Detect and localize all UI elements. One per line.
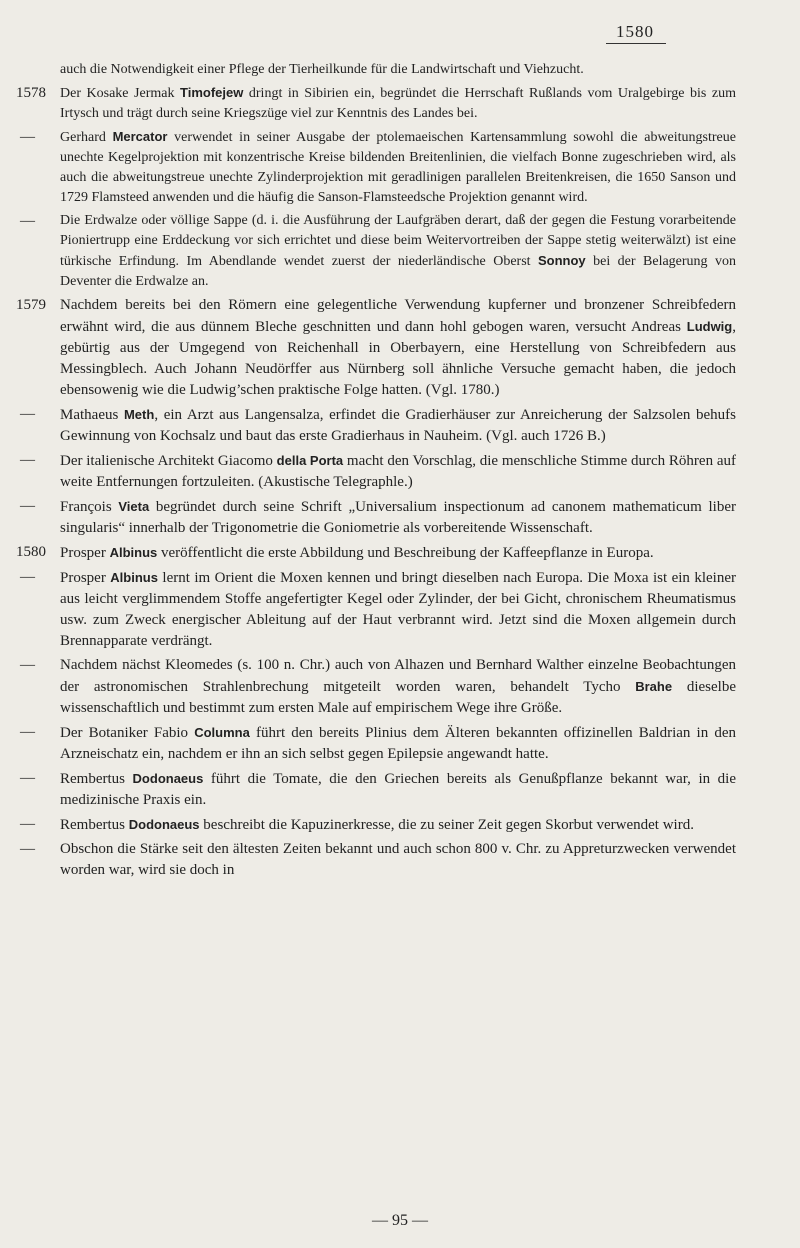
entry-text-part: Rembertus	[60, 771, 133, 787]
person-name: Vieta	[118, 499, 150, 514]
entry-dash: —	[20, 498, 35, 514]
entry-text	[60, 496, 736, 539]
entry-text-part: bei der Belagerung von Deventer die Erdwalze an.	[60, 254, 736, 289]
entry-text-part: Nachdem nächst Kleomedes (s. 100 n. Chr.) auch von Alhazen und Bernhard Walther einzelne Beobachtungen der astronomischen Strahlenbrechung mitgeteilt worden waren, behandelt Tycho	[60, 657, 736, 695]
entry-text	[60, 567, 736, 652]
entry-text-part: führt den bereits Plinius dem Älteren bekannten offizinellen Baldrian in den Arzneischatz ein, nachdem er ihn an sich selbst gegen Epilepsie angewandt hatte.	[60, 725, 737, 762]
entry-dash: —	[20, 213, 35, 229]
entry-text-part: Prosper	[60, 570, 111, 586]
chronology-entry	[0, 404, 800, 447]
chronology-entry	[0, 83, 800, 124]
entry-text-part: dieselbe wissenschaftlich und bestimmt zum ersten Male auf empirischem Wege ihre Größe.	[60, 679, 736, 716]
chronology-entry	[0, 450, 800, 493]
person-name: Dodonaeus	[128, 817, 200, 832]
chronology-entry	[0, 655, 800, 719]
entry-text	[60, 839, 736, 881]
entry-dash: —	[20, 569, 35, 585]
entry-text-part: Der Kosake Jermak	[60, 86, 181, 101]
chronology-entry	[0, 839, 800, 881]
entry-text	[60, 542, 736, 564]
entry-text-part: Nachdem bereits bei den Römern eine gelegentliche Verwendung kupferner und bronzener Schreibfedern erwähnt wird, die aus dünnem Bleche geschnitten und dann hohl gebogen waren, versucht Andreas	[60, 297, 736, 335]
chronology-entry	[0, 567, 800, 652]
person-name: della Porta	[276, 453, 344, 468]
entry-text-part: begründet durch seine Schrift „Universalium inspectionum ad canonem mathematicum liber singularis“ innerhalb der Trigonometrie die Goniometrie als vorbereitende Wissenschaft.	[60, 499, 736, 536]
entry-dash: —	[20, 452, 35, 468]
entry-dash: —	[20, 657, 35, 673]
entry-dash: —	[20, 129, 35, 145]
person-name: Brahe	[635, 679, 673, 694]
person-name: Timofejew	[180, 85, 244, 100]
entry-text	[60, 211, 736, 292]
page-footer: — 95 —	[372, 1212, 428, 1229]
entries-list	[0, 60, 800, 884]
page-number: 1580	[616, 22, 654, 41]
chronology-entry	[0, 60, 800, 80]
person-name: Columna	[194, 725, 250, 740]
entry-text-part: Der Botaniker Fabio	[60, 725, 195, 741]
entry-text-part: Mathaeus	[60, 407, 124, 423]
person-name: Albinus	[109, 545, 158, 560]
entry-text-part: Die Erdwalze oder völlige Sappe (d. i. die Ausführung der Laufgräben derart, daß der gegen die Festung vorarbeitende Pioniertrupp eine Erddeckung vor sich errichtet und diese beim Weitervortreiben der Sappe stetig weiterwälzt) ist eine türkische Erfindung. Im Abendlande wendet zuerst der niederländische Oberst	[60, 213, 736, 269]
entry-text	[60, 722, 736, 765]
chronology-entry	[0, 768, 800, 811]
entry-text-part: Prosper	[60, 545, 110, 561]
entry-text-part: beschreibt die Kapuzinerkresse, die zu seiner Zeit gegen Skorbut verwendet wird.	[199, 817, 694, 833]
chronology-entry	[0, 295, 800, 401]
entry-year: 1580	[16, 544, 46, 560]
entry-text	[60, 450, 736, 493]
entry-text-part: lernt im Orient die Moxen kennen und bringt dieselben nach Europa. Die Moxa ist ein kleiner aus leicht verglimmendem Stoffe angefertigter Kegel oder Zylinder, der bei Gicht, chronischem Rheumatismus usw. zum Zweck energischer Ableitung auf der Haut verbrannt wird. Jetzt sind die Moxen allgemein durch Brennapparate verdrängt.	[60, 570, 737, 649]
entry-text-part: macht den Vorschlag, die menschliche Stimme durch Röhren auf weite Entfernungen fortzuleiten. (Akustische Telegraphle.)	[60, 453, 736, 490]
person-name: Dodonaeus	[132, 771, 204, 786]
entry-text	[60, 60, 736, 80]
person-name: Albinus	[110, 570, 158, 585]
entry-dash: —	[20, 770, 35, 786]
entry-dash: —	[20, 724, 35, 740]
entry-year: 1579	[16, 297, 46, 313]
chronology-entry	[0, 127, 800, 208]
entry-text	[60, 814, 736, 836]
chronology-entry	[0, 722, 800, 765]
entry-text-part: Obschon die Stärke seit den ältesten Zeiten bekannt und auch schon 800 v. Chr. zu Appreturzwecken verwendet worden war, wird sie doch in	[60, 841, 736, 878]
entry-text-part: führt die Tomate, die den Griechen bereits als Genußpflanze bekannt war, in die medizinische Praxis ein.	[60, 771, 736, 808]
page-number-rule	[606, 43, 666, 44]
entry-text	[60, 295, 736, 401]
person-name: Meth	[123, 407, 155, 422]
entry-text-part: auch die Notwendigkeit einer Pflege der Tierheilkunde für die Landwirtschaft und Viehzucht.	[60, 62, 584, 77]
entry-text-part: , gebürtig aus der Umgegend von Reichenhall in Oberbayern, eine Herstellung von Schreibfedern aus Messingblech. Auch Johann Neudörffer aus Nürnberg soll ähnliche Versuche gemacht haben, die jedoch ebensowenig wie die Ludwig’schen praktische Folge hatten. (Vgl. 1780.)	[60, 319, 736, 398]
person-name: Sonnoy	[538, 253, 586, 268]
entry-text	[60, 127, 736, 208]
entry-text	[60, 404, 736, 447]
entry-dash: —	[20, 406, 35, 422]
entry-dash: —	[20, 841, 35, 857]
chronology-entry	[0, 211, 800, 292]
entry-text-part: dringt in Sibirien ein, begründet die Herrschaft Rußlands vom Uralgebirge bis zum Irtysch und trägt durch seine Kriegszüge viel zur Kenntnis des Landes bei.	[60, 86, 737, 121]
entry-year: 1578	[16, 85, 46, 101]
entry-text-part: François	[60, 499, 119, 515]
entry-text-part: Gerhard	[60, 130, 113, 145]
chronology-entry	[0, 496, 800, 539]
entry-text-part: verwendet in seiner Ausgabe der ptolemaeischen Kartensammlung sowohl die abweitungstreue unechte Kegelprojektion mit konzentrische Kreise bildenden Breitenlinien, die vielfach Bonne zugeschrieben wird, als auch die abweitungstreue unechte Zylinderprojektion mit geradlinigen parallelen Breitenkreisen, die 1650 Sanson und 1729 Flamsteed anwenden und die häufig die Sanson-Flamsteedsche Projektion genannt wird.	[60, 130, 736, 205]
entry-text	[60, 83, 736, 124]
entry-text-part: , ein Arzt aus Langensalza, erfindet die Gradierhäuser zur Anreicherung der Salzsolen behufs Gewinnung von Kochsalz und baut das erste Gradierhaus in Nauheim. (Vgl. auch 1726 B.)	[60, 407, 736, 444]
entry-text-part: veröffentlicht die erste Abbildung und Beschreibung der Kaffeepflanze in Europa.	[157, 545, 654, 561]
chronology-entry	[0, 814, 800, 836]
entry-text-part: Der italienische Architekt Giacomo	[60, 453, 277, 469]
person-name: Mercator	[112, 129, 168, 144]
entry-text-part: Rembertus	[60, 817, 129, 833]
chronology-entry	[0, 542, 800, 564]
entry-dash: —	[20, 816, 35, 832]
entry-text	[60, 655, 736, 719]
entry-text	[60, 768, 736, 811]
person-name: Ludwig	[686, 319, 733, 334]
